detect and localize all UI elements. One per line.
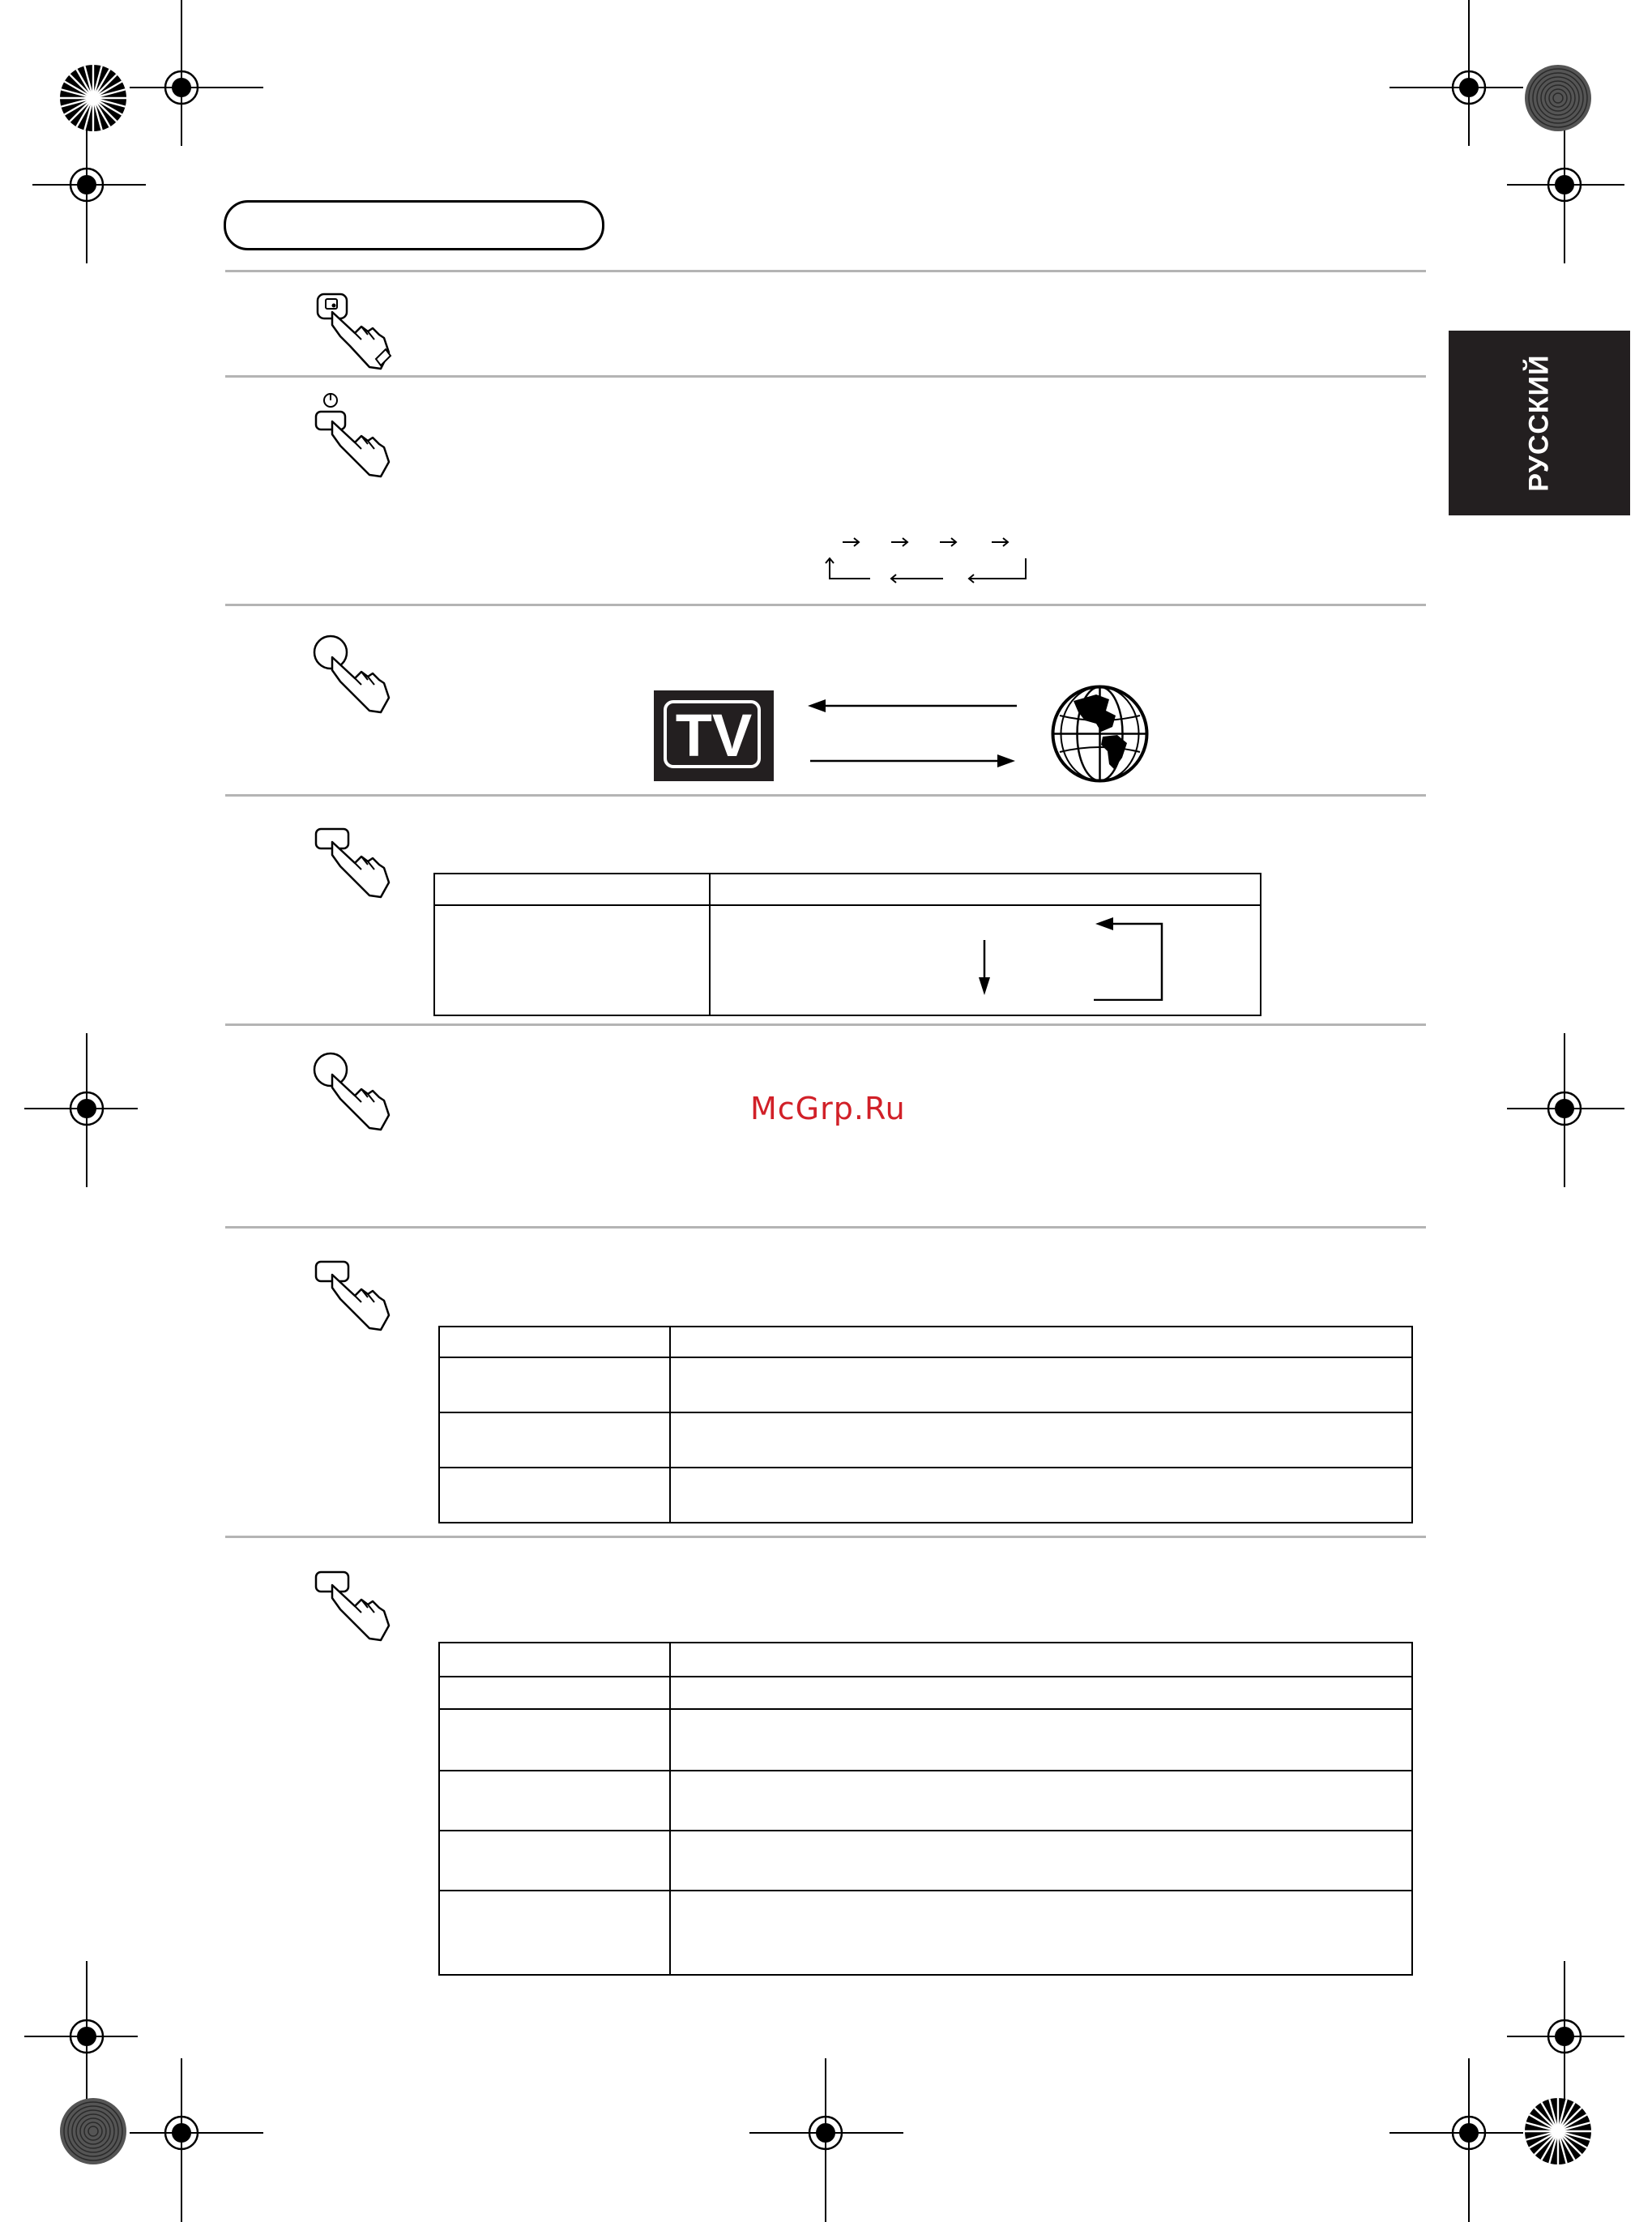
tv-mode-label: TV <box>675 702 753 769</box>
selection-arrows <box>964 908 1175 1001</box>
cycle-arrows-diagram <box>818 531 1037 596</box>
table-cell <box>670 1771 1412 1831</box>
concentric-target-icon <box>57 2095 130 2168</box>
options-table <box>438 1642 1413 1976</box>
registration-mark-icon <box>1507 1029 1629 1191</box>
registration-mark-icon <box>24 1029 138 1191</box>
section-divider <box>225 794 1426 797</box>
table-cell <box>439 1677 670 1709</box>
table-header-cell <box>710 874 1261 905</box>
registration-mark-icon <box>24 1957 138 2103</box>
table-cell <box>670 1357 1412 1412</box>
concentric-target-icon <box>1522 62 1594 135</box>
table-cell <box>439 1357 670 1412</box>
registration-mark-icon <box>32 122 146 267</box>
hand-press-icon <box>308 288 397 377</box>
table-header-cell <box>439 1327 670 1357</box>
table-header-cell <box>439 1643 670 1677</box>
table-header-cell <box>434 874 710 905</box>
table-cell <box>434 905 710 1015</box>
registration-mark-icon <box>1507 122 1629 267</box>
table-cell <box>670 1412 1412 1468</box>
hand-press-icon <box>308 628 397 717</box>
watermark: McGrp.Ru <box>750 1091 906 1126</box>
section-divider <box>225 1023 1426 1026</box>
tv-mode-icon <box>654 690 774 781</box>
hand-press-icon <box>308 389 397 478</box>
registration-mark-icon <box>130 0 267 162</box>
table-cell <box>439 1771 670 1831</box>
section-divider <box>225 375 1426 378</box>
table-cell <box>670 1677 1412 1709</box>
registration-mark-icon <box>130 2058 267 2222</box>
section-divider <box>225 604 1426 606</box>
table-cell <box>439 1412 670 1468</box>
registration-mark-icon <box>1385 2058 1523 2222</box>
hand-press-icon <box>308 1252 397 1341</box>
table-cell <box>670 1891 1412 1975</box>
section-divider <box>225 1226 1426 1229</box>
table-cell <box>439 1831 670 1891</box>
section-divider <box>225 270 1426 272</box>
hand-press-icon <box>308 814 397 904</box>
table-cell <box>670 1468 1412 1523</box>
table-cell <box>439 1709 670 1771</box>
table-cell <box>439 1468 670 1523</box>
registration-mark-icon <box>1507 1957 1629 2103</box>
section-title-frame <box>224 200 604 250</box>
registration-mark-icon <box>745 2058 907 2222</box>
table-header-cell <box>670 1327 1412 1357</box>
globe-icon <box>1049 683 1150 784</box>
starburst-target-icon <box>1522 2095 1594 2168</box>
language-tab-label: РУССКИЙ <box>1523 354 1555 492</box>
starburst-target-icon <box>57 62 130 135</box>
section-divider <box>225 1536 1426 1538</box>
registration-mark-icon <box>1385 0 1523 162</box>
table-cell <box>670 1831 1412 1891</box>
settings-table <box>438 1326 1413 1523</box>
hand-press-icon <box>308 1045 397 1135</box>
table-cell <box>439 1891 670 1975</box>
language-tab <box>1449 331 1630 515</box>
hand-press-icon <box>308 1562 397 1652</box>
table-cell <box>670 1709 1412 1771</box>
table-header-cell <box>670 1643 1412 1677</box>
toggle-arrows <box>806 693 1021 778</box>
